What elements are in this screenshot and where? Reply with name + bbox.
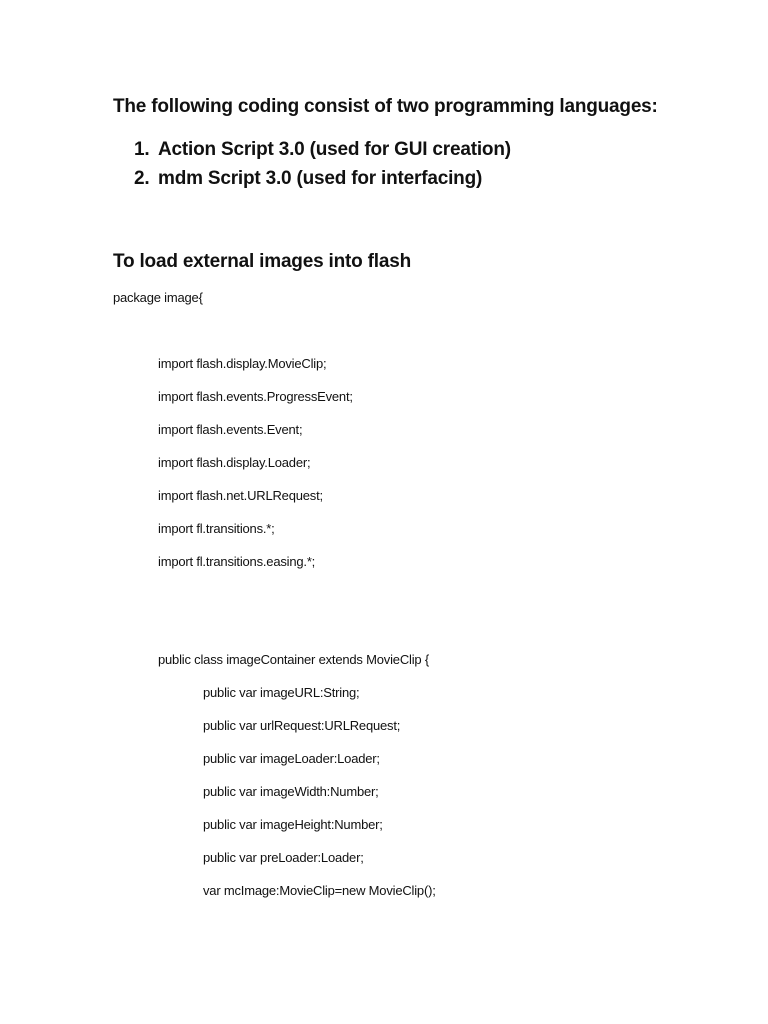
code-line: import fl.transitions.easing.*;: [158, 554, 316, 569]
code-line: package image{: [113, 290, 203, 305]
code-line: import fl.transitions.*;: [158, 521, 275, 536]
section-heading: To load external images into flash: [113, 251, 411, 272]
list-text: Action Script 3.0 (used for GUI creation): [158, 139, 511, 160]
code-line: public var imageHeight:Number;: [203, 817, 383, 832]
language-list-item: [134, 168, 482, 190]
language-list-item: [134, 139, 511, 161]
code-line: import flash.display.MovieClip;: [158, 356, 327, 371]
code-line: public var imageWidth:Number;: [203, 784, 379, 799]
list-number: 1.: [134, 139, 150, 160]
code-line: public class imageContainer extends MovieClip {: [158, 652, 429, 667]
code-line: public var imageURL:String;: [203, 685, 360, 700]
code-line: var mcImage:MovieClip=new MovieClip();: [203, 883, 436, 898]
code-line: import flash.net.URLRequest;: [158, 488, 323, 503]
code-line: public var urlRequest:URLRequest;: [203, 718, 401, 733]
list-text: mdm Script 3.0 (used for interfacing): [158, 168, 483, 189]
code-line: import flash.events.ProgressEvent;: [158, 389, 353, 404]
code-line: import flash.events.Event;: [158, 422, 303, 437]
intro-heading: The following coding consist of two programming languages:: [113, 96, 658, 117]
list-number: 2.: [134, 168, 150, 189]
code-line: public var imageLoader:Loader;: [203, 751, 380, 766]
code-line: import flash.display.Loader;: [158, 455, 311, 470]
code-line: public var preLoader:Loader;: [203, 850, 364, 865]
